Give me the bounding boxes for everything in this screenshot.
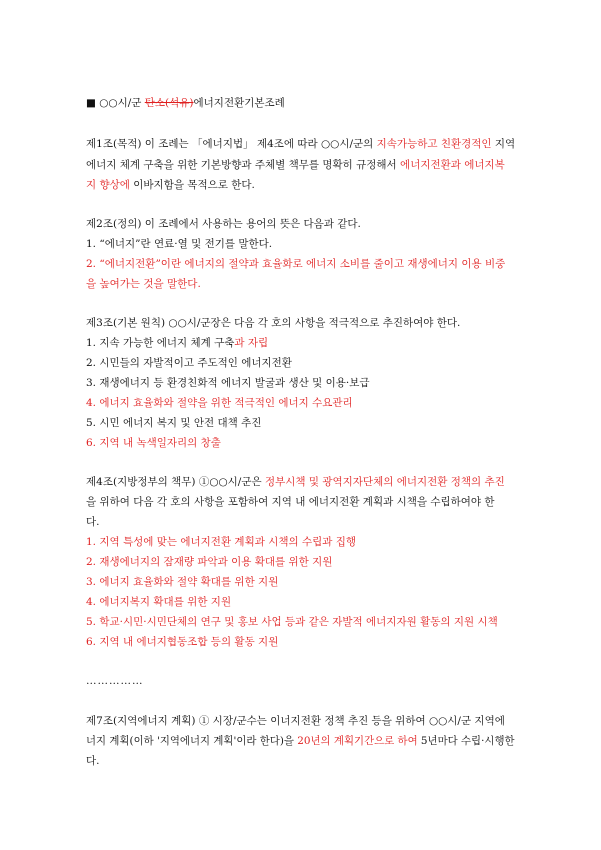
list-item-highlight: 4. 에너지 효율화와 절약을 위한	[86, 397, 235, 409]
article-2-item-2-cont: 을 높여가는 것을 말한다.	[86, 278, 201, 290]
article-2-item-1: 1. “에너지”란 연료·열 및 전기를 말한다.	[86, 238, 273, 250]
article-3-item-1	[86, 338, 268, 349]
title-prefix: ■ ○○시/군	[86, 97, 145, 109]
title-suffix: 에너지전환기본조례	[193, 97, 285, 109]
article-4-item-5: 5. 학교·시민·시민단체의 연구 및 홍보 사업 등과 같은 자발적 에너지자원 활동의 지원 시책	[86, 616, 498, 628]
list-item-text: 1. 지속 가능한 에너지 체계 구축	[86, 337, 235, 349]
title-struck-text: 탄소(석유)	[144, 97, 194, 109]
article-7-highlight: 20년의 계획기간으로 하여	[297, 735, 418, 747]
article-4-highlight: 정부시책 및 광역지자단체의 에너지전환 정책의 추진	[264, 476, 505, 488]
article-7-text: 5년마다 수립·시행한	[417, 735, 515, 747]
article-3-heading: 제3조(기본 원칙) ○○시/군장은 다음 각 호의 사항을 적극적으로 추진하여야 한다.	[86, 317, 461, 329]
article-4-item-3: 3. 에너지 효율화와 절약 확대를 위한 지원	[86, 576, 279, 588]
article-2-item-2: 2. “에너지전환”이란 에너지의 절약과 효율화로 에너지 소비를 줄이고 재생에너지 이용 비중	[86, 258, 506, 270]
article-4-item-1: 1. 지역 특성에 맞는 에너지전환 계획과 시책의 수립과 집행	[86, 536, 357, 548]
article-3-item-6: 6. 지역 내 녹색일자리의 창출	[86, 437, 221, 449]
article-3-item-2: 2. 시민들의 자발적이고 주도적인 에너지전환	[86, 357, 292, 369]
article-7-line-2	[86, 736, 515, 747]
article-7-line-3: 다.	[86, 755, 100, 767]
article-1-highlight: 지 향상에	[86, 179, 130, 191]
article-4-line-2: 을 위하여 다음 각 호의 사항을 포함하여 지역 내 에너지전환 계획과 시책을 수립하여야 한	[86, 496, 495, 508]
article-1-highlight: 지속가능하고 친환경적인	[376, 138, 492, 150]
omission-ellipsis: ……………	[86, 675, 144, 687]
article-7-text: 너지 계획(이하 '지역에너지 계획'이라 한다)을	[86, 735, 298, 747]
article-1-highlight: 에너지전환과 에너지복	[400, 159, 505, 171]
article-3-item-5: 5. 시민 에너지 복지 및 안전 대책 추진	[86, 417, 262, 429]
list-item-highlight: 적극적인 에너지 수요관리	[234, 397, 353, 409]
list-item-highlight: 과 자립	[234, 337, 269, 349]
article-4-item-6: 6. 지역 내 에너지협동조합 등의 활동 지원	[86, 636, 279, 648]
ordinance-title	[86, 98, 285, 109]
article-1-line-3	[86, 180, 255, 191]
article-4-item-4: 4. 에너지복지 확대를 위한 지원	[86, 596, 232, 608]
article-3-item-3: 3. 재생에너지 등 환경친화적 에너지 발굴과 생산 및 이용·보급	[86, 377, 370, 389]
article-4-line-1	[86, 477, 505, 488]
article-3-item-4	[86, 398, 353, 409]
article-1-text: 제1조(목적) 이 조례는 「에너지법」 제4조에 따라 ○○시/군의	[86, 138, 377, 150]
article-1-text: 에너지 체계 구축을 위한 기본방향과 주체별 책무를 명확히 규정해서	[86, 159, 401, 171]
article-1-text: 지역	[491, 138, 516, 150]
article-4-line-3: 다.	[86, 516, 100, 528]
article-1-text: 이바지함을 목적으로 한다.	[129, 179, 255, 191]
article-1-line-2	[86, 160, 505, 171]
article-2-heading: 제2조(정의) 이 조례에서 사용하는 용어의 뜻은 다음과 같다.	[86, 218, 361, 230]
article-1-line-1	[86, 139, 515, 150]
article-4-text: 제4조(지방정부의 책무) ①○○시/군은	[86, 476, 265, 488]
article-7-line-1: 제7조(지역에너지 계획) ① 시장/군수는 이너지전환 정책 추진 등을 위하여 ○○시/군 지역에	[86, 715, 505, 727]
article-4-item-2: 2. 재생에너지의 잠재량 파악과 이용 확대를 위한 지원	[86, 556, 333, 568]
